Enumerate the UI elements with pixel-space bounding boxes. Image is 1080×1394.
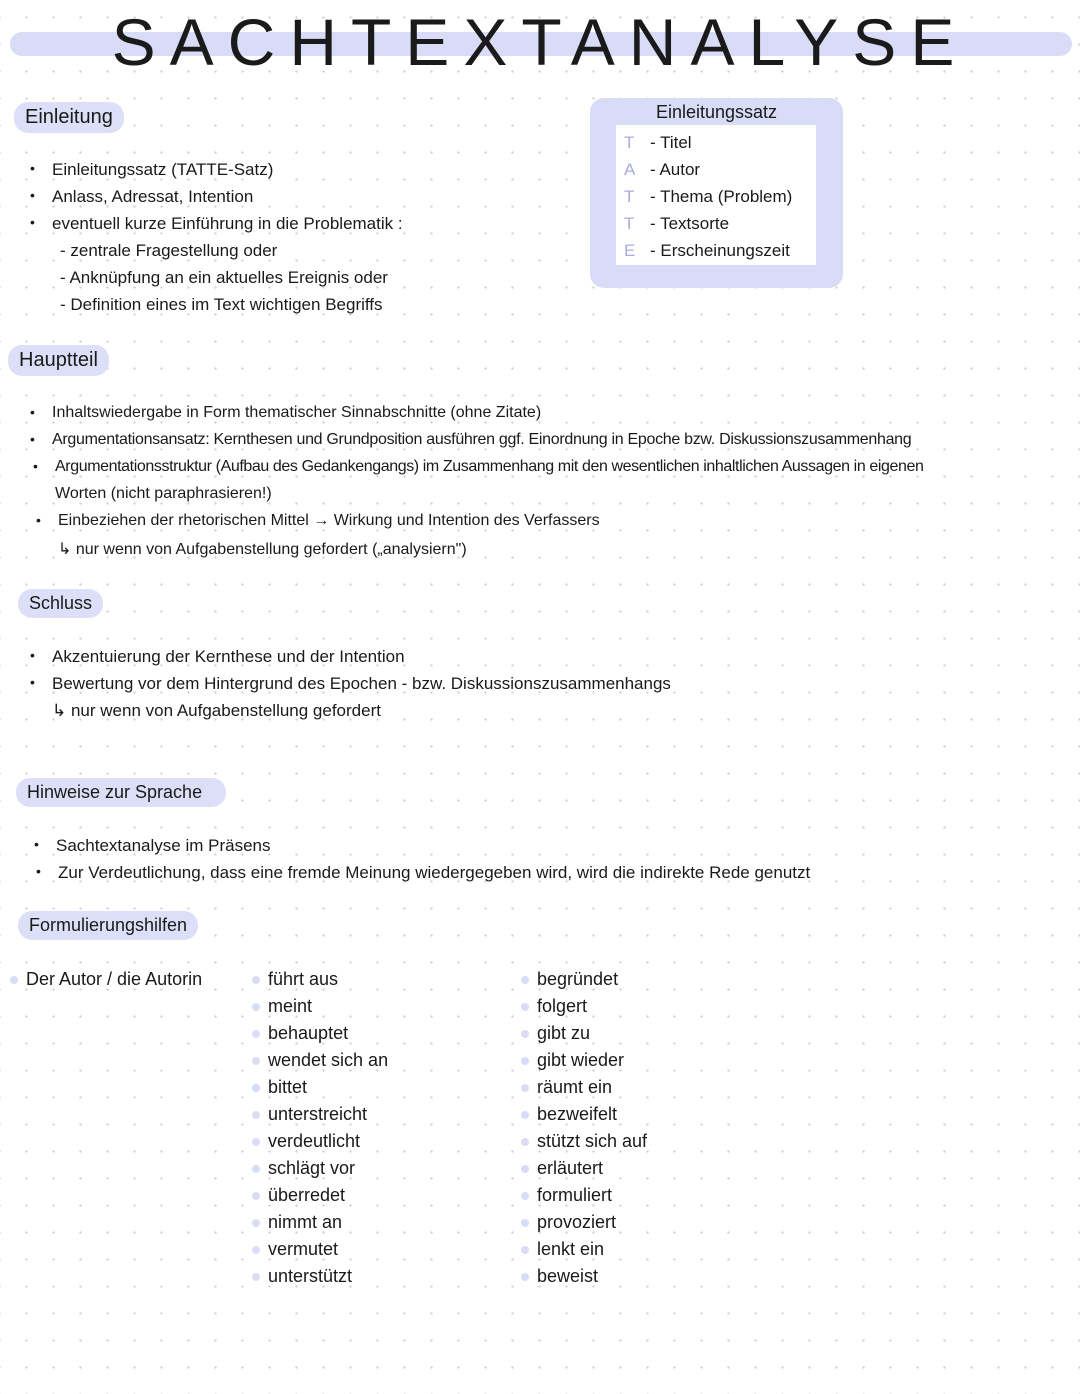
list-item: • Inhaltswiedergabe in Form thematischer Sinnabschnitte (ohne Zitate) — [52, 404, 541, 422]
verb-item: räumt ein — [537, 1077, 613, 1097]
list-item: • Einbeziehen der rhetorischen Mittel → Wirkung und Intention des Verfassers — [58, 512, 600, 530]
verb-item: gibt zu — [537, 1023, 591, 1043]
heading-einleitung: Einleitung — [14, 102, 124, 133]
tatte-row — [624, 187, 792, 207]
list-item: • Anlass, Adressat, Intention — [52, 187, 253, 207]
subject-label: Der Autor / die Autorin — [26, 969, 203, 989]
list-item-continued: Worten (nicht paraphrasieren!) — [55, 485, 272, 502]
list-item: • Bewertung vor dem Hintergrund des Epochen - bzw. Diskussionszusammenhangs — [52, 674, 671, 694]
verb-item: schlägt vor — [268, 1158, 356, 1178]
heading-sprache: Hinweise zur Sprache — [16, 778, 226, 807]
verb-item: vermutet — [268, 1239, 339, 1259]
tatte-letter: T — [624, 214, 635, 233]
list-item: • Argumentationsansatz: Kernthesen und Grundposition ausführen ggf. Einordnung in Epoche bzw. Diskussionszusammenhang — [52, 431, 911, 449]
tatte-letter: E — [624, 241, 636, 260]
verb-item: nimmt an — [268, 1212, 343, 1232]
verb-item: überredet — [268, 1185, 346, 1205]
verb-item: führt aus — [268, 969, 339, 989]
list-item: • eventuell kurze Einführung in die Problematik : — [52, 214, 403, 234]
verb-item: formuliert — [537, 1185, 613, 1205]
tatte-text: - Erscheinungszeit — [650, 241, 790, 260]
heading-schluss: Schluss — [18, 589, 103, 618]
verb-item: unterstreicht — [268, 1104, 368, 1124]
tatte-letter: T — [624, 187, 635, 206]
verb-item: behauptet — [268, 1023, 349, 1043]
tatte-box-title: Einleitungssatz — [655, 102, 778, 122]
tatte-letter: A — [624, 160, 636, 179]
verb-item: gibt wieder — [537, 1050, 625, 1070]
page-title: SACHTEXTANALYSE — [111, 5, 969, 79]
verb-item: provoziert — [537, 1212, 617, 1232]
list-item: • Akzentuierung der Kernthese und der Intention — [52, 647, 405, 667]
sub-item: - zentrale Fragestellung oder — [60, 241, 278, 260]
tatte-row — [624, 214, 729, 234]
verb-item: bezweifelt — [537, 1104, 618, 1124]
heading-hauptteil: Hauptteil — [8, 345, 109, 376]
note: ↳ nur wenn von Aufgabenstellung gefordert — [52, 701, 381, 720]
verb-item: erläutert — [537, 1158, 604, 1178]
verb-item: folgert — [537, 996, 588, 1016]
tatte-row — [624, 133, 692, 153]
list-item: • Einleitungssatz (TATTE-Satz) — [52, 160, 273, 180]
verb-item: beweist — [537, 1266, 599, 1286]
verb-item: stützt sich auf — [537, 1131, 648, 1151]
sub-item: - Definition eines im Text wichtigen Begriffs — [60, 295, 383, 314]
verb-item: unterstützt — [268, 1266, 353, 1286]
sub-item: - Anknüpfung an ein aktuelles Ereignis oder — [60, 268, 388, 287]
verb-item: meint — [268, 996, 313, 1016]
tatte-row — [624, 160, 700, 180]
heading-formulierungshilfen: Formulierungshilfen — [18, 911, 198, 940]
verb-item: wendet sich an — [268, 1050, 389, 1070]
list-item: • Zur Verdeutlichung, dass eine fremde Meinung wiedergegeben wird, wird die indirekte Rede genutzt — [58, 863, 810, 883]
tatte-letter: T — [624, 133, 635, 152]
list-item: • Argumentationsstruktur (Aufbau des Gedankengangs) im Zusammenhang mit den wesentlichen inhaltlichen Aussagen in eigenen — [55, 458, 924, 476]
verb-item: begründet — [537, 969, 619, 989]
verb-item: bittet — [268, 1077, 308, 1097]
note: ↳ nur wenn von Aufgabenstellung gefordert („analysiern") — [58, 541, 467, 558]
tatte-text: - Autor — [650, 160, 701, 179]
tatte-text: - Titel — [650, 133, 692, 152]
list-item: • Sachtextanalyse im Präsens — [56, 836, 271, 856]
tatte-text: - Textsorte — [650, 214, 730, 233]
verb-item: verdeutlicht — [268, 1131, 361, 1151]
verb-item: lenkt ein — [537, 1239, 605, 1259]
tatte-row — [624, 241, 790, 261]
tatte-text: - Thema (Problem) — [650, 187, 793, 206]
